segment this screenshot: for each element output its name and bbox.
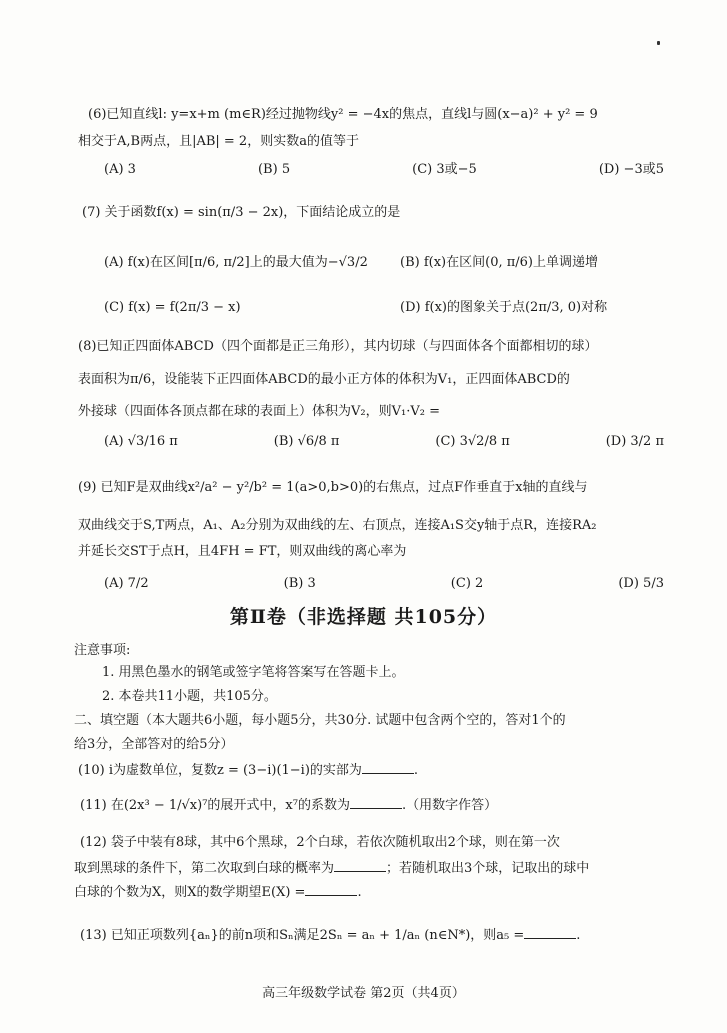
q8-option-c: (C) 3√2/8 π [435, 434, 510, 449]
q12-line2-text: 取到黑球的条件下，第二次取到白球的概率为 [74, 861, 335, 876]
q9-option-d: (D) 5/3 [618, 576, 664, 591]
scan-speck [657, 41, 660, 45]
notice-title: 注意事项: [74, 643, 131, 658]
q9-option-b: (B) 3 [283, 576, 316, 591]
section-title: 第Ⅱ卷（非选择题 共105分） [229, 606, 498, 628]
q11-tail: .（用数字作答） [401, 798, 498, 813]
q6-options [104, 162, 664, 178]
q6-line1: (6)已知直线l: y=x+m (m∈R)经过抛物线y² = −4x的焦点，直线l与圆(x−a)² + y² = 9 [88, 107, 598, 122]
q7-option-b: (B) f(x)在区间(0, π/6)上单调递增 [400, 255, 598, 270]
q7-option-c: (C) f(x) = f(2π/3 − x) [104, 300, 241, 315]
page-footer: 高三年级数学试卷 第2页（共4页） [262, 986, 465, 1001]
part2-header-line1: 二、填空题（本大题共6小题，每小题5分，共30分. 试题中包含两个空的，答对1个的 [74, 713, 566, 728]
q12-line3 [74, 883, 362, 901]
q9-line2: 双曲线交于S,T两点，A₁、A₂分别为双曲线的左、右顶点，连接A₁S交y轴于点R，连接RA₂ [78, 518, 597, 533]
notice-item-1: 1. 用黑色墨水的钢笔或签字笔将答案写在答题卡上。 [102, 665, 405, 680]
q10-answer-blank [362, 761, 414, 774]
q8-line2: 表面积为π/6，设能装下正四面体ABCD的最小正方体的体积为V₁，正四面体ABCD的 [78, 372, 570, 387]
q12-line2 [74, 859, 589, 877]
q12-line3-text: 白球的个数为X，则X的数学期望E(X) = [74, 885, 306, 900]
q8-options [104, 434, 664, 450]
q6-option-d: (D) −3或5 [598, 162, 664, 177]
q7-option-d: (D) f(x)的图象关于点(2π/3, 0)对称 [400, 300, 608, 315]
q8-line1: (8)已知正四面体ABCD（四个面都是正三角形），其内切球（与四面体各个面都相切的球） [78, 339, 598, 354]
q8-option-a: (A) √3/16 π [104, 434, 178, 449]
q12-line1: (12) 袋子中装有8球，其中6个黑球，2个白球，若依次随机取出2个球，则在第一次 [80, 835, 560, 850]
q10 [78, 761, 418, 779]
q8-line3: 外接球（四面体各顶点都在球的表面上）体积为V₂，则V₁·V₂ = [78, 404, 440, 419]
q9-line1: (9) 已知F是双曲线x²/a² − y²/b² = 1(a>0,b>0)的右焦点，过点F作垂直于x轴的直线与 [78, 480, 588, 495]
q10-text: (10) i为虚数单位，复数z = (3−i)(1−i)的实部为 [78, 763, 362, 778]
q11-text: (11) 在(2x³ − 1/√x)⁷的展开式中，x⁷的系数为 [80, 798, 350, 813]
q9-options [104, 576, 664, 592]
q11-answer-blank [350, 796, 402, 809]
q9-option-a: (A) 7/2 [104, 576, 149, 591]
q6-option-b: (B) 5 [257, 162, 291, 177]
q13 [80, 926, 580, 944]
q9-option-c: (C) 2 [450, 576, 484, 591]
q12-answer-blank-2 [305, 883, 357, 896]
q6-option-a: (A) 3 [104, 162, 136, 177]
q12-tail: . [357, 885, 362, 900]
q12-line2-text-b: ；若随机取出3个球，记取出的球中 [386, 861, 590, 876]
q13-answer-blank [524, 926, 576, 939]
q7-stem: (7) 关于函数f(x) = sin(π/3 − 2x)，下面结论成立的是 [82, 205, 401, 220]
q11 [80, 796, 497, 814]
q8-option-d: (D) 3/2 π [605, 434, 664, 449]
q6-line2: 相交于A,B两点，且|AB| = 2，则实数a的值等于 [78, 134, 359, 149]
notice-item-2: 2. 本卷共11小题，共105分。 [102, 689, 277, 704]
q10-tail: . [413, 763, 419, 778]
q9-line3: 并延长交ST于点H，且4FH = FT，则双曲线的离心率为 [78, 544, 407, 559]
part2-header-line2: 给3分，全部答对的给5分） [74, 737, 234, 752]
q8-option-b: (B) √6/8 π [273, 434, 340, 449]
q13-text: (13) 已知正项数列{aₙ}的前n项和Sₙ满足2Sₙ = aₙ + 1/aₙ (n∈N*)，则a₅ = [80, 928, 525, 943]
q7-option-a: (A) f(x)在区间[π/6, π/2]上的最大值为−√3/2 [104, 255, 368, 270]
q13-tail: . [576, 928, 581, 943]
q6-option-c: (C) 3或−5 [412, 162, 477, 177]
q12-answer-blank-1 [334, 859, 386, 872]
